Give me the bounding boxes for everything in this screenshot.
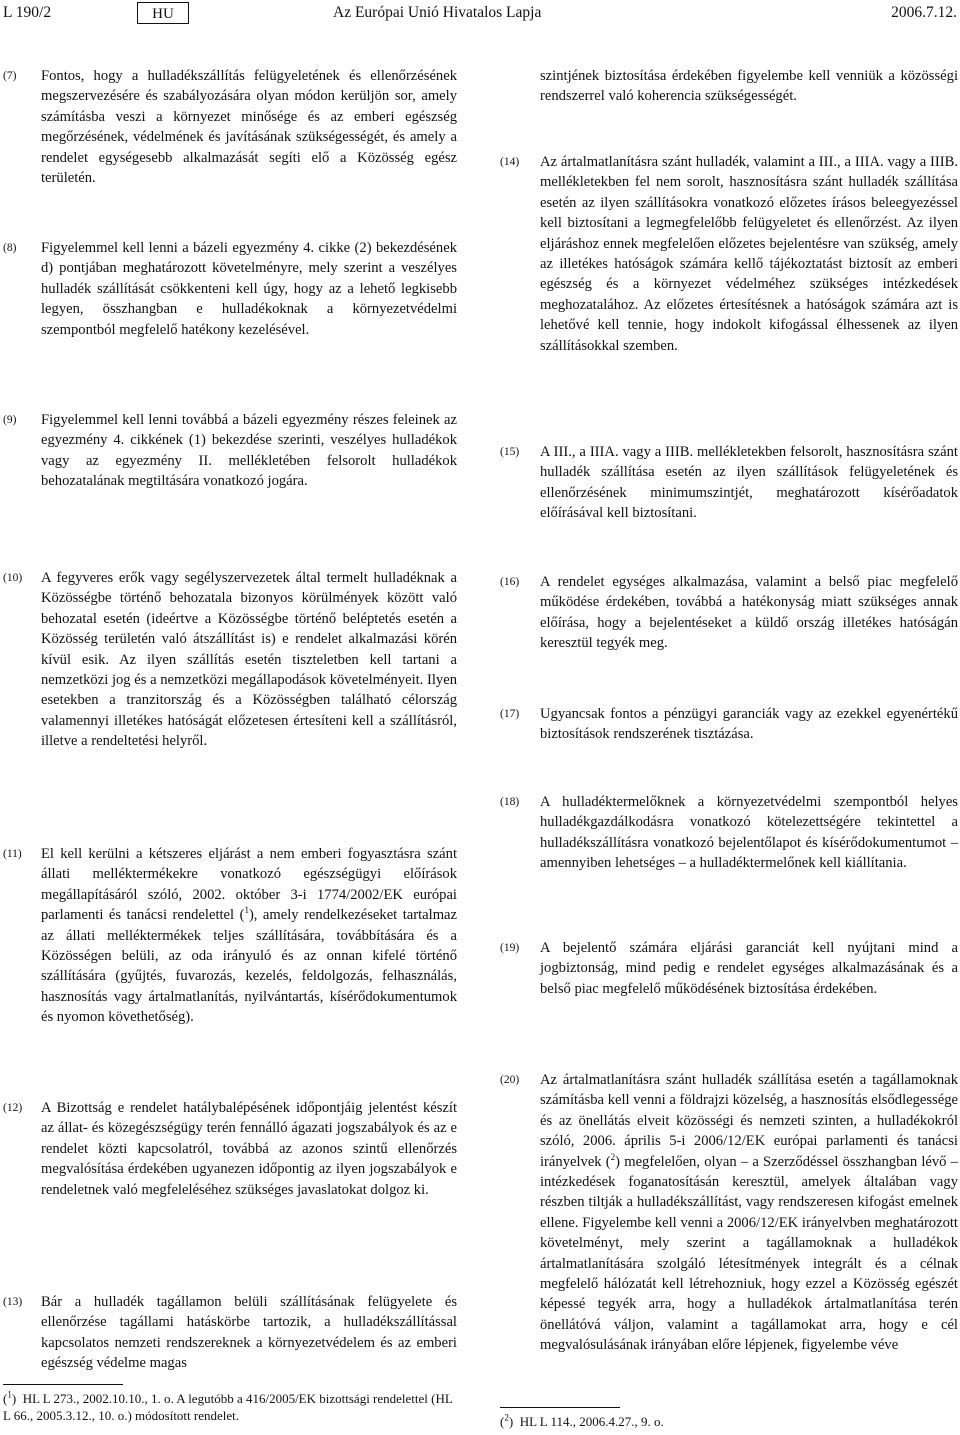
recital-number: (10) — [3, 572, 23, 584]
footnote-text: HL L 273., 2002.10.10., 1. o. A legutóbb a 416/2005/EK bizottsági rendelettel (HL L 66., 2005.3.12., 10. o.) módosított rendelet. — [3, 1391, 453, 1423]
footnote-mark: 1 — [7, 1389, 12, 1400]
recital-17 — [500, 704, 958, 745]
footnote-ref[interactable]: 2 — [610, 1151, 616, 1162]
recital-number: (14) — [500, 156, 520, 168]
page-header — [0, 0, 960, 26]
recital-text: szintjének biztosítása érdekében figyelembe kell venniük a közösségi rendszerrel való koherencia szükségességét. — [540, 68, 958, 105]
recital-12 — [3, 1098, 457, 1200]
recital-19 — [500, 938, 958, 999]
recital-10 — [3, 568, 457, 752]
recital-text: A fegyveres erők vagy segélyszervezetek által termelt hulladéknak a Közösségbe történő behozatala bizonyos körülmények között való behozatal esetén (ideértve a Közösségbe történő beléptetés esetén a Közösség területén való átszállítást is) e rendelet alkalmazási körén kívül esik. Az ilyen szállítás esetén tiszteletben kell tartani a nemzetközi jog és a nemzetközi megállapodások követelményeit. Ilyen esetekben a tranzitország és a Közösségben található célország valamennyi illetékes hatóságát előzetesen értesíteni kell a szállításról, illetve a rendeltetési helyről. — [41, 570, 457, 750]
recital-9 — [3, 410, 457, 492]
recital-number: (13) — [3, 1296, 23, 1308]
recital-text: A bejelentő számára eljárási garanciát kell nyújtani mind a jogbiztonság, mind pedig e rendelet egységes alkalmazásának és a belső piac megfelelő működésének biztosítása érdekében. — [540, 940, 958, 997]
recital-text — [41, 844, 457, 1028]
footnote-ref[interactable]: 1 — [244, 905, 249, 916]
recital-number: (11) — [3, 848, 22, 860]
recital-number: (9) — [3, 414, 17, 426]
recital-text: Bár a hulladék tagállamon belüli szállításának felügyelete és ellenőrzése tagállami hatáskörbe tartozik, a hulladékszállítással kapcsolatos nemzeti rendszereknek a környezetvédelem és az emberi egészség védelme magas — [41, 1294, 457, 1372]
recital-number: (17) — [500, 708, 520, 720]
footnote-2: ($^2$) HL L 114., 2006.4.27., 9. o. — [500, 1412, 664, 1429]
footnote-text: HL L 114., 2006.4.27., 9. o. — [519, 1414, 664, 1429]
footnote-1: ($^1$) HL L 273., 2002.10.10., 1. o. A legutóbb a 416/2005/EK bizottsági rendelettel (HL L 66., 2005.3.12., 10. o.) módosított rendelet. — [3, 1389, 453, 1423]
recital-number: (12) — [3, 1102, 23, 1114]
recital-text: A Bizottság e rendelet hatálybalépésének időpontjáig jelentést készít az állat- és közegészségügy terén fennálló ágazati jogszabályok és az e rendelet közti kapcsolatról, továbbá az azonos szintű ellenőrzés megvalósítása érdekében ugyanezen időpontig az ilyen jogszabályok e rendeletnek való megfeleléséhez szükséges javaslatokat dolgoz ki. — [41, 1100, 457, 1198]
recital-text: A hulladéktermelőknek a környezetvédelmi szempontból helyes hulladékgazdálkodásra vonatkozó kötelezettségére tekintettel a hulladékszállításra vonatkozó bejelentőlapot és kísérődokumentumot – amennyiben lehetséges – a hulladéktermelőnek kell kiállítania. — [540, 794, 958, 872]
recital-11 — [3, 844, 457, 1028]
recital-13 — [3, 1292, 457, 1374]
recital-text-part: ) megfelelően, olyan – a Szerződéssel összhangban lévő – intézkedések foganatosításán keresztül, amelyek általában vagy részben tiltják a hulladékszállítást, vagy rendszeresen kifogást emelnek ellene. Figyelembe kell venni a 2006/12/EK irányelvben meghatározott követelményt, mely szerint a tagállamoknak a hulladékok ártalmatlanítására szolgáló létesítmények integrált és a célnak megfelelő hálózatát kell létrehozniuk, hogy ezzel a Közösség egészét képessé tegyék arra, hogy a hulladékok ártalmatlanítása terén önellátóvá váljon, valamint a tagállamokat arra, hogy e cél megvalósulásának irányában előre lépjenek, figyelembe véve — [540, 1153, 958, 1354]
recital-15 — [500, 442, 958, 524]
recital-text: A rendelet egységes alkalmazása, valamint a belső piac megfelelő működése érdekében, továbbá a hatékonyság miatt szükséges annak előírása, hogy a bejelentéseket a küldő ország illetékes hatóságán keresztül tegyék meg. — [540, 574, 958, 652]
recital-text: Fontos, hogy a hulladékszállítás felügyeletének és ellenőrzésének megszervezésére és szabályozására olyan módon kerüljön sor, amely számításba veszi a környezet minősége és az emberi egészség megőrzésének, védelmének és javításának szükségességét, és amely a rendelet egységesebb alkalmazását segíti elő a Közösség egész területén. — [41, 68, 457, 187]
recital-text: A III., a IIIA. vagy a IIIB. mellékletekben felsorolt, hasznosításra szánt hulladék szállítása esetén az ilyen szállítások felügyeletének és ellenőrzésének minimumszintjét, meghatározott kísérőadatok előírásával kell biztosítani. — [540, 444, 958, 522]
recital-text: Az ártalmatlanításra szánt hulladék, valamint a III., a IIIA. vagy a IIIB. mellékletekben fel nem sorolt, hasznosításra szánt hulladék szállítása esetén az ilyen szállításokra vonatkozó előzetes írásos beleegyezéssel kell biztosítani a legmegfelelőbb felügyeletet és ellenőrzést. Az ilyen eljáráshoz ennek megfelelően előzetes bejelentésre van szükség, amely az illetékes hatóságok számára kellő tájékoztatást biztosít az emberi egészség és a környezet védelméhez szükséges intézkedések meghozatalához. Az előzetes értesítésnek a hatóságok számára azt is lehetővé kell tennie, hogy indokolt kifogással élhessenek az ilyen szállításokkal szemben. — [540, 154, 958, 354]
recital-number: (7) — [3, 70, 17, 82]
recital-text — [540, 1070, 958, 1356]
recital-number: (8) — [3, 242, 17, 254]
recital-number: (15) — [500, 446, 520, 458]
page-reference: L 190/2 — [3, 4, 52, 21]
recital-text-part: ), amely rendelkezéseket tartalmaz az állati melléktermékek teljes szállítására, továbbítására és a Közösségen belüli, az oda irányuló és az onnan kifelé történő szállítására (gyűjtés, fuvarozás, kezelés, feldolgozás, felhasználás, hasznosítás vagy ártalmatlanítás, nyilvántartás, kísérődokumentumok és nyomon követhetőség). — [41, 907, 457, 1026]
recital-8 — [3, 238, 457, 340]
footnote-separator — [3, 1384, 123, 1385]
recital-14 — [500, 152, 958, 356]
issue-date: 2006.7.12. — [891, 4, 957, 21]
recital-number: (18) — [500, 796, 520, 808]
recital-20 — [500, 1070, 958, 1356]
recital-number: (19) — [500, 942, 520, 954]
recital-7 — [3, 66, 457, 188]
recital-text-part: El kell kerülni a kétszeres eljárást a nem emberi fogyasztásra szánt állati melléktermékekre vonatkozó egészségügyi előírások megállapításáról szóló, 2002. október 3-i 1774/2002/EK európai parlamenti és tanácsi rendelettel ( — [41, 846, 457, 924]
recital-text: Figyelemmel kell lenni a bázeli egyezmény 4. cikke (2) bekezdésének d) pontjában meghatározott követelményre, mely szerint a veszélyes hulladék szállítását csökkenteni kell úgy, hogy az a lehető legkisebb legyen, összhangban e hulladékoknak a környezetvédelmi szempontból megfelelő hatékony kezelésével. — [41, 240, 457, 338]
recital-16 — [500, 572, 958, 654]
language-code-box: HU — [137, 2, 189, 24]
recital-number: (16) — [500, 576, 520, 588]
journal-title: Az Európai Unió Hivatalos Lapja — [333, 4, 542, 21]
recital-18 — [500, 792, 958, 874]
recital-text: Ugyancsak fontos a pénzügyi garanciák vagy az ezekkel egyenértékű biztosítások rendszerének tisztázása. — [540, 706, 958, 743]
footnote-mark: 2 — [504, 1412, 509, 1423]
footnote-separator — [500, 1407, 620, 1408]
recital-number: (20) — [500, 1074, 520, 1086]
recital-text-part: Az ártalmatlanításra szánt hulladék szállítása esetén a tagállamoknak számításba kell venni a földrajzi közelség, a hasznosítás elsődlegessége és az önellátás elveit közösségi és nemzeti szinten, a hulladékokról szóló, 2006. április 5-i 2006/12/EK európai parlamenti és tanácsi irányelvek ( — [540, 1072, 958, 1170]
recital-text: Figyelemmel kell lenni továbbá a bázeli egyezmény részes feleinek az egyezmény 4. cikkének (1) bekezdése szerinti, veszélyes hulladékok vagy az egyezmény II. mellékletében felsorolt hulladékok behozatalának megtiltására vonatkozó jogára. — [41, 412, 457, 490]
recital-13-continuation — [500, 66, 958, 107]
